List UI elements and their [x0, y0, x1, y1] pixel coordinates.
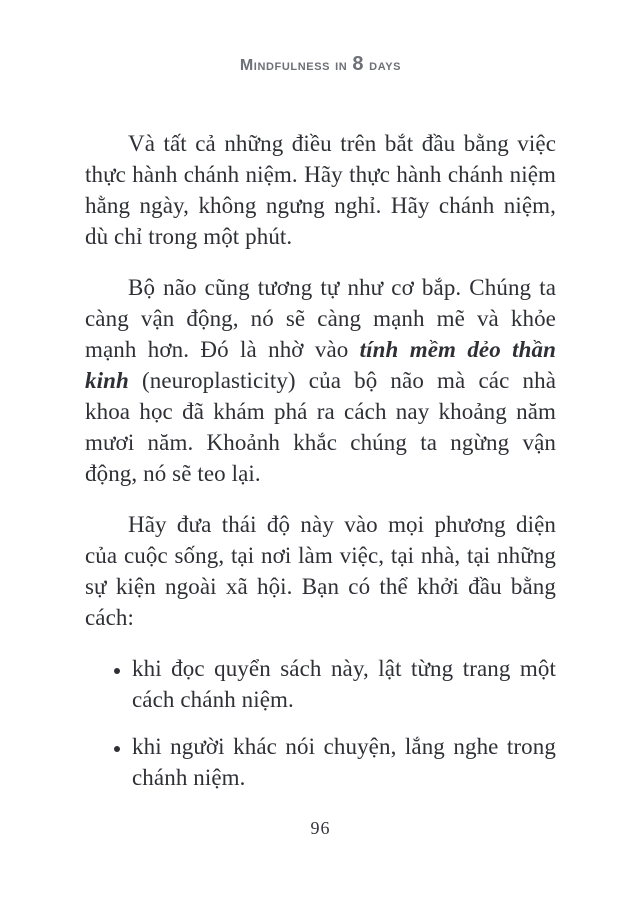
- paragraph-3: Hãy đưa thái độ này vào mọi phương diện của cuộc sống, tại nơi làm việc, tại nhà, tại những sự kiện ngoài xã hội. Bạn có thể khởi đầu bằng cách:: [85, 512, 556, 630]
- bullet-item-reading: • khi đọc quyển sách này, lật từng trang một cách chánh niệm.: [132, 653, 556, 715]
- paragraph-1: Và tất cả những điều trên bắt đầu bằng việc thực hành chánh niệm. Hãy thực hành chánh niệm hằng ngày, không ngưng nghỉ. Hãy chánh niệm, dù chỉ trong một phút.: [85, 131, 556, 249]
- paragraph-2-start: Bộ não cũng tương tự như cơ bắp. Chúng ta càng vận động, nó sẽ càng mạnh mẽ và khỏe mạnh hơn. Đó là nhờ vào: [85, 275, 556, 362]
- page-body: [85, 128, 556, 809]
- running-header-title-suffix: days: [369, 57, 402, 74]
- bullet-list: [85, 653, 556, 793]
- paragraph-2-end: (neuroplasticity) của bộ não mà các nhà khoa học đã khám phá ra cách nay khoảng năm mươi năm. Khoảnh khắc chúng ta ngừng vận động, nó sẽ teo lại.: [85, 368, 556, 486]
- paragraph-2: [85, 272, 556, 489]
- running-header-title-prefix: Mindfulness in: [239, 57, 348, 74]
- running-header: [0, 53, 641, 75]
- bullet-item-listening: • khi người khác nói chuyện, lắng nghe trong chánh niệm.: [132, 731, 556, 793]
- running-header-number: 8: [352, 53, 365, 75]
- page-number: 96: [310, 818, 331, 838]
- emphasis-neuroplasticity: tính mềm dẻo thần kinh: [85, 337, 556, 393]
